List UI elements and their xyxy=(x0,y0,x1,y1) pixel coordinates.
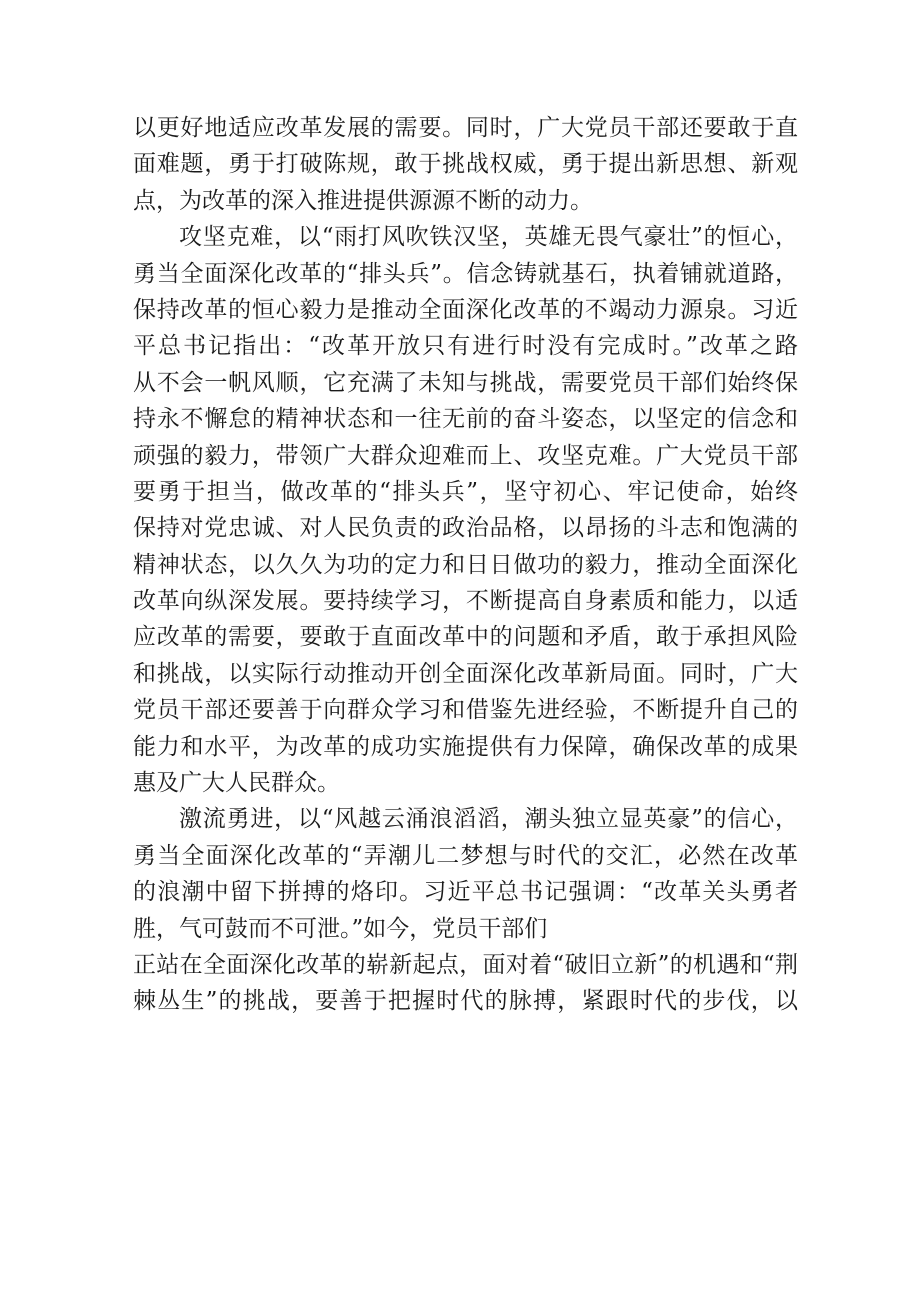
text-line: 惠及广大人民群众。 xyxy=(133,770,340,797)
text-line: 攻坚克难，以“雨打风吹铁汉坚，英雄无畏气豪壮”的恒心， xyxy=(179,224,798,251)
text-line: 点，为改革的深入推进提供源源不断的动力。 xyxy=(133,187,593,214)
document-body-text xyxy=(133,110,798,1020)
text-line: 正站在全面深化改革的崭新起点，面对着“破旧立新”的机遇和“荆 xyxy=(133,951,798,978)
text-line: 和挑战，以实际行动推动开创全面深化改革新局面。同时，广大 xyxy=(133,660,798,687)
text-line: 以更好地适应改革发展的需要。同时，广大党员干部还要敢于直 xyxy=(133,115,798,141)
text-line: 棘丛生”的挑战，要善于把握时代的脉搏，紧跟时代的步伐，以 xyxy=(133,988,798,1015)
text-line: 要勇于担当，做改革的“排头兵”，坚守初心、牢记使命，始终 xyxy=(133,478,798,505)
text-line: 顽强的毅力，带领广大群众迎难而上、攻坚克难。广大党员干部 xyxy=(133,442,798,469)
text-line: 持永不懈怠的精神状态和一往无前的奋斗姿态，以坚定的信念和 xyxy=(133,406,798,433)
text-line: 党员干部还要善于向群众学习和借鉴先进经验，不断提升自己的 xyxy=(133,697,798,724)
text-line: 精神状态，以久久为功的定力和日日做功的毅力，推动全面深化 xyxy=(133,551,798,578)
text-line: 的浪潮中留下拼搏的烙印。习近平总书记强调：“改革关头勇者 xyxy=(133,879,798,906)
text-line: 能力和水平，为改革的成功实施提供有力保障，确保改革的成果 xyxy=(133,733,798,760)
text-line: 勇当全面深化改革的“排头兵”。信念铸就基石，执着铺就道路， xyxy=(133,260,798,287)
text-line: 保持对党忠诚、对人民负责的政治品格，以昂扬的斗志和饱满的 xyxy=(133,515,798,542)
text-line: 保持改革的恒心毅力是推动全面深化改革的不竭动力源泉。习近 xyxy=(133,296,798,323)
text-line: 面难题，勇于打破陈规，敢于挑战权威，勇于提出新思想、新观 xyxy=(133,151,798,178)
text-line: 激流勇进，以“风越云涌浪滔滔，潮头独立显英豪”的信心， xyxy=(179,806,798,833)
text-line: 胜，气可鼓而不可泄。”如今，党员干部们 xyxy=(133,915,548,942)
text-line: 勇当全面深化改革的“弄潮儿二梦想与时代的交汇，必然在改革 xyxy=(133,842,798,869)
text-line: 应改革的需要，要敢于直面改革中的问题和矛盾，敢于承担风险 xyxy=(133,624,798,651)
text-line: 从不会一帆风顺，它充满了未知与挑战，需要党员干部们始终保 xyxy=(133,369,798,396)
text-line: 平总书记指出：“改革开放只有进行时没有完成时。”改革之路 xyxy=(133,333,798,360)
text-line: 改革向纵深发展。要持续学习，不断提高自身素质和能力，以适 xyxy=(133,588,798,615)
